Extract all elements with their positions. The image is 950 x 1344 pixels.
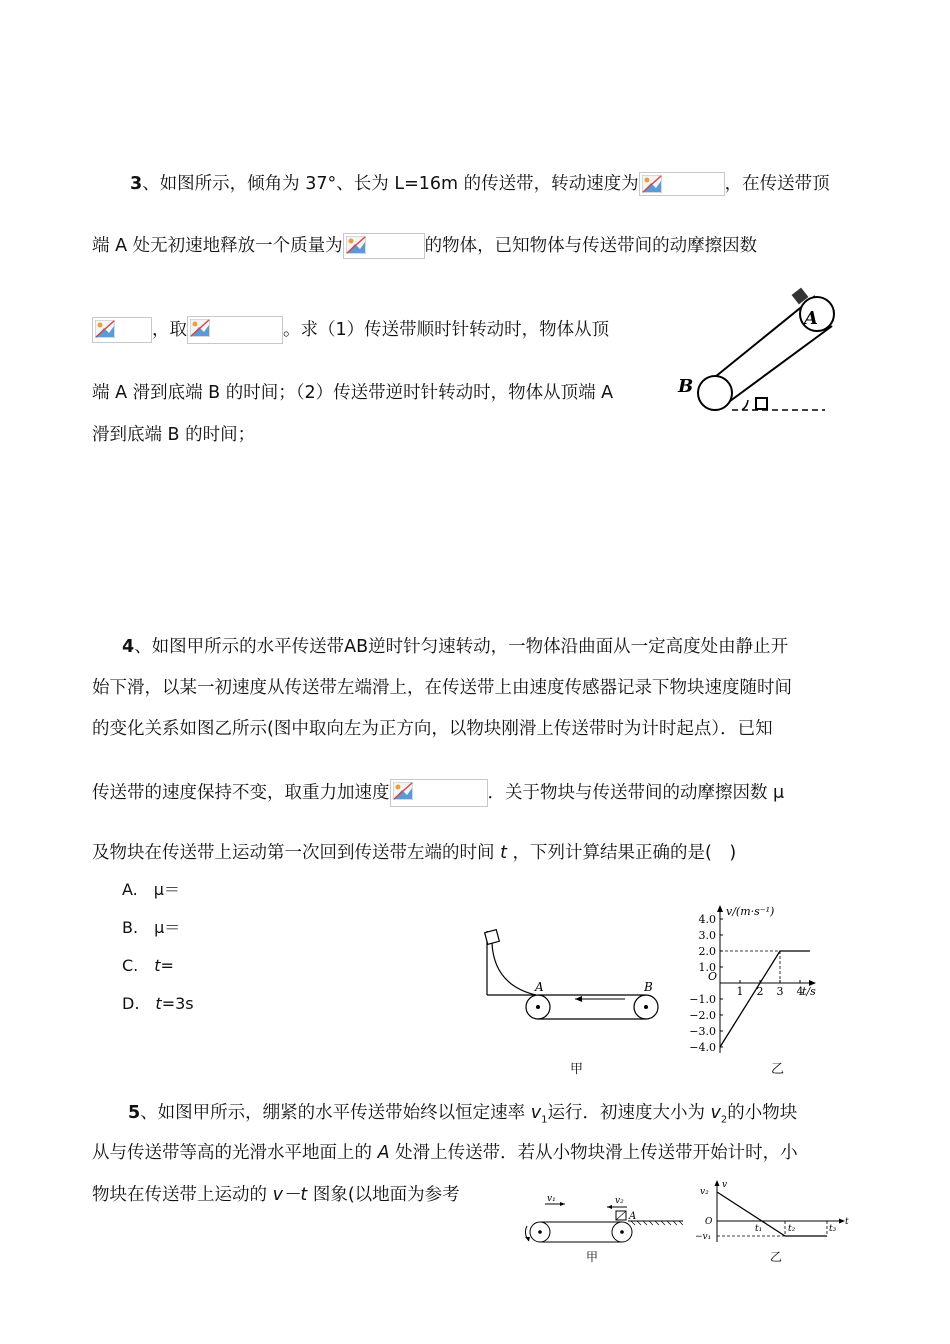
- svg-text:O: O: [705, 1217, 713, 1227]
- svg-text:v₂: v₂: [700, 1187, 709, 1197]
- q5-caption-yi: 乙: [770, 1250, 783, 1264]
- y-tick-label: −3.0: [689, 1025, 716, 1038]
- q3-text: ，取: [152, 320, 187, 340]
- q4-var-t: t: [500, 843, 507, 863]
- y-axis-arrow-icon: [717, 905, 723, 912]
- svg-text:v₁: v₁: [547, 1194, 556, 1204]
- image-placeholder-icon: [343, 233, 425, 259]
- q3-line-5: 滑到底端 B 的时间；: [92, 425, 256, 445]
- q3-line-1: [130, 172, 830, 196]
- origin-label: O: [708, 970, 718, 983]
- x-axis-label: t/s: [802, 985, 816, 998]
- series-line: [720, 951, 810, 1047]
- q4-option-b: B. μ＝: [122, 918, 181, 937]
- q4-option-c: C. t=: [122, 956, 174, 975]
- q4-text: 及物块在传送带上运动第一次回到传送带左端的时间: [92, 843, 501, 863]
- fig-label-a: A: [804, 308, 818, 329]
- y-tick-label: 3.0: [698, 929, 716, 942]
- q4-line-1: [122, 635, 788, 659]
- svg-text:t₁: t₁: [755, 1224, 763, 1234]
- y-tick-label: 1.0: [698, 961, 716, 974]
- q5-line-2: 从与传送带等高的光滑水平地面上的 A 处滑上传送带．若从小物块滑上传送带开始计时，小: [92, 1143, 798, 1163]
- q4-belt-figure: [480, 925, 670, 1025]
- q3-line-2: [92, 233, 757, 259]
- q4-text: 传送带的速度保持不变，取重力加速度: [92, 783, 390, 803]
- svg-text:A: A: [629, 1211, 637, 1222]
- q4-line-4: [92, 779, 784, 807]
- pulley-b-icon: [698, 376, 732, 410]
- y-tick-label: −4.0: [689, 1041, 716, 1053]
- svg-text:t₂: t₂: [788, 1224, 796, 1234]
- svg-text:v: v: [722, 1180, 728, 1190]
- q3-text: 。求（1）传送带顺时针转动时，物体从顶: [283, 320, 610, 340]
- svg-text:t: t: [845, 1217, 849, 1227]
- arrow-left-icon: [575, 996, 582, 1002]
- arrow-right-icon: [560, 1202, 565, 1206]
- y-tick-label: 4.0: [698, 913, 716, 926]
- q4-caption-jia: 甲: [570, 1062, 584, 1077]
- image-placeholder-icon: [390, 779, 488, 807]
- q3-incline-figure: [670, 282, 840, 422]
- q4-line-3: 的变化关系如图乙所示(图中取向左为正方向，以物块刚滑上传送带时为计时起点）．已知: [92, 719, 773, 739]
- q4-text: 、如图甲所示的水平传送带AB逆时针匀速转动，一物体沿曲面从一定高度处由静止开: [134, 637, 789, 657]
- q5-line-1: 5、如图甲所示，绷紧的水平传送带始终以恒定速率 $v_1$运行．初速度大小为 $v_2$的小物块: [128, 1103, 798, 1126]
- y-axis-label: v/(m·s⁻¹): [726, 905, 775, 918]
- q3-text: 、如图所示，倾角为 37°、长为 L=16m 的传送带，转动速度为: [142, 174, 639, 194]
- svg-text:t₃: t₃: [829, 1224, 837, 1234]
- q4-caption-yi: 乙: [771, 1062, 785, 1077]
- q4-option-a: A. μ＝: [122, 880, 180, 899]
- q4-line-2: 始下滑，以某一初速度从传送带左端滑上，在传送带上由速度传感器记录下物块速度随时间: [92, 678, 792, 698]
- q3-number: 3: [130, 174, 143, 194]
- axis-arrow-icon: [715, 1180, 720, 1186]
- q4-vt-chart: [680, 898, 850, 1053]
- q3-line-3: [92, 316, 609, 344]
- image-placeholder-icon: [187, 316, 283, 344]
- q3-text: ，在传送带顶: [724, 174, 830, 194]
- q3-line-4: 端 A 滑到底端 B 的时间；（2）传送带逆时针转动时，物体从顶端 A: [92, 383, 614, 403]
- q3-text: 的物体，已知物体与传送带间的动摩擦因数: [424, 236, 758, 256]
- x-tick-label: 2: [756, 985, 764, 998]
- angle-symbol-icon: [756, 398, 767, 409]
- q4-text: ，下列计算结果正确的是( ): [506, 843, 737, 863]
- y-tick-label: 2.0: [698, 945, 716, 958]
- q4-option-d: D. t=3s: [122, 994, 194, 1013]
- q5-line-3: 物块在传送带上运动的 v－t 图象(以地面为参考: [92, 1185, 460, 1205]
- q3-text: 端 A 处无初速地释放一个质量为: [92, 236, 343, 256]
- block-icon: [485, 930, 500, 945]
- q5-caption-jia: 甲: [586, 1250, 599, 1264]
- arrow-left-icon: [607, 1205, 612, 1209]
- q5-belt-figure: [515, 1192, 690, 1250]
- q4-line-5: [92, 841, 736, 865]
- q5-vt-graph: [695, 1176, 855, 1246]
- fig-label-b: B: [678, 376, 694, 397]
- x-tick-label: 3: [776, 985, 784, 998]
- belt-label-b: B: [644, 980, 653, 994]
- belt-label-a: A: [535, 980, 544, 994]
- q4-number: 4: [122, 637, 135, 657]
- q5-number: 5: [128, 1103, 141, 1123]
- y-tick-label: −1.0: [689, 993, 716, 1006]
- x-tick-label: 4: [796, 985, 804, 998]
- svg-text:v₂: v₂: [615, 1196, 624, 1206]
- image-placeholder-icon: [639, 172, 725, 196]
- image-placeholder-icon: [92, 317, 152, 343]
- rotation-arrow-icon: [525, 1237, 530, 1241]
- svg-text:−v₁: −v₁: [695, 1232, 712, 1242]
- y-tick-label: −2.0: [689, 1009, 716, 1022]
- q4-text: ．关于物块与传送带间的动摩擦因数 μ: [487, 783, 785, 803]
- x-tick-label: 1: [736, 985, 744, 998]
